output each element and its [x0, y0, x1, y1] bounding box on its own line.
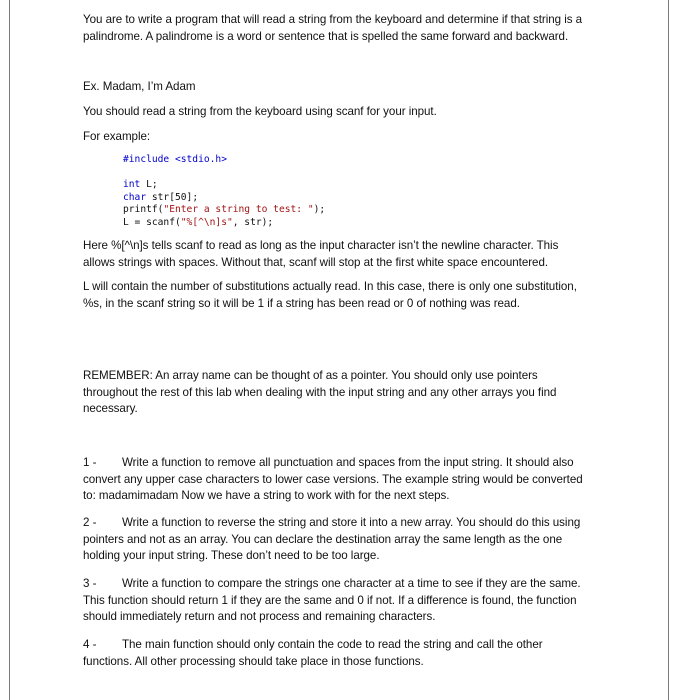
- step-4-text: The main function should only contain the code to read the string and call the other functions. All other processing should take place in those functions.: [83, 638, 543, 668]
- code-line-3: printf("Enter a string to test: ");: [123, 204, 326, 216]
- code-line-4: L = scanf("%[^\n]s", str);: [123, 216, 274, 228]
- step-3-text: Write a function to compare the strings one character at a time to see if they are the same. This function should return 1 if they are the same and 0 if not. If a difference is found, the function should immediately return and not process and remaining characters.: [83, 577, 581, 624]
- code-include-line: [123, 154, 227, 167]
- intro-paragraph: You are to write a program that will read a string from the keyboard and determine if that string is a palindrome. A palindrome is a word or sentence that is spelled the same forward and backward.: [83, 13, 583, 43]
- step-1-text: Write a function to remove all punctuation and spaces from the input string. It should also convert any upper case characters to lower case versions. The example string would be converted to: madamimadam Now we have a string to work with for the next steps.: [83, 456, 583, 503]
- step-3-number: 3 -: [83, 577, 97, 590]
- step-3: [83, 576, 583, 626]
- code-block: [123, 179, 325, 229]
- step-2-text: Write a function to reverse the string and store it into a new array. You should do this using pointers and not as an array. You can declare the destination array the same length as the one holding your input string. These don’t need to be too large.: [83, 516, 581, 563]
- code-line-2: char str[50];: [123, 191, 199, 203]
- step-4-number: 4 -: [83, 638, 97, 651]
- step-1-number: 1 -: [83, 456, 97, 469]
- step-4: [83, 637, 583, 670]
- example-text: Ex. Madam, I’m Adam: [83, 80, 196, 93]
- page-border-left: [9, 0, 10, 700]
- step-2-number: 2 -: [83, 516, 97, 529]
- step-2: [83, 515, 583, 565]
- page-border-right: [668, 0, 669, 700]
- read-instruction: You should read a string from the keyboard using scanf for your input.: [83, 105, 437, 118]
- code-include: #include <stdio.h>: [123, 154, 227, 165]
- step-1: [83, 455, 583, 505]
- for-example-label: For example:: [83, 130, 151, 143]
- remember-paragraph: REMEMBER: An array name can be thought of as a pointer. You should only use pointers throughout the rest of this lab when dealing with the input string and any other arrays you find necessary.: [83, 369, 557, 416]
- code-line-1: int L;: [123, 179, 158, 190]
- explain-paragraph-2: L will contain the number of substitutions actually read. In this case, there is only one substitution, %s, in the scanf string so it will be 1 if a string has been read or 0 of nothing was read.: [83, 280, 577, 310]
- explain-paragraph-1: Here %[^\n]s tells scanf to read as long as the input character isn’t the newline character. This allows strings with spaces. Without that, scanf will stop at the first white space encountered.: [83, 239, 559, 269]
